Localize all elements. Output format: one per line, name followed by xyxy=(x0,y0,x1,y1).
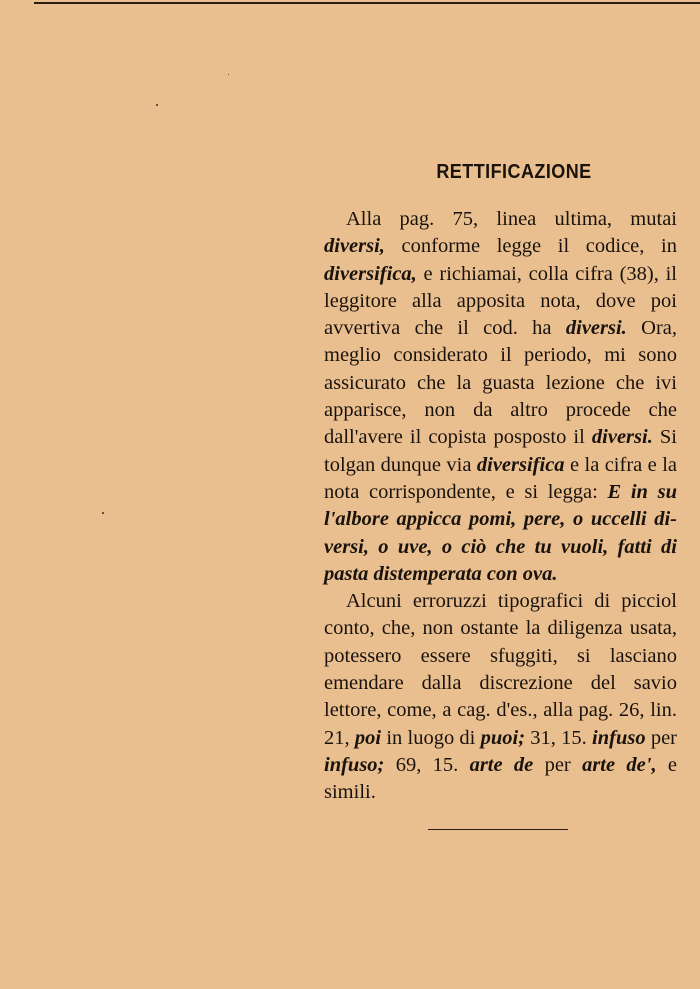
italic-word: infuso xyxy=(592,726,646,749)
italic-word: diversifica xyxy=(476,453,565,476)
italic-word: diversifica, xyxy=(324,262,417,285)
italic-word: puoi; xyxy=(480,726,526,749)
text-column xyxy=(324,158,677,830)
italic-word: arte de', xyxy=(582,753,657,776)
top-rule xyxy=(34,2,700,4)
end-rule xyxy=(428,829,568,830)
italic-word: diversi. xyxy=(591,426,653,449)
page-title: RETTIFICAZIONE xyxy=(436,161,592,183)
italic-word: arte de xyxy=(469,753,534,776)
italic-word: diversi. xyxy=(565,317,627,340)
italic-word: poi xyxy=(354,726,382,749)
italic-word: E in su l'albore appicca pomi, pere, o uccelli diversi, o uve, o ciò che tu vuoli, fatti di pasta distemperata con ova. xyxy=(324,480,677,585)
italic-word: diversi, xyxy=(324,235,385,258)
paragraph-errata: Alcuni erroruzzi tipografici di picciol conto, che, non ostante la diligenza usata, potessero essere sfuggiti, si lasciano emendare dalla discrezione del savio lettore, come, a cag. d'es., alla pag. 26, lin. 21, poi in luogo di puoi; 31, 15. infuso per infuso; 69, 15. arte de per arte de', e simili. xyxy=(324,590,678,804)
paper-speck xyxy=(228,74,229,75)
italic-word: infuso; xyxy=(324,753,385,776)
paragraph-correction: Alla pag. 75, linea ultima, mutai diversi, conforme legge il codice, in diversifica, e richiamai, colla cifra (38), il leggitore alla apposita nota, dove poi avvertiva che il cod. ha diversi. Ora, meglio considerato il periodo, mi sono assicurato che la guasta lezione che ivi apparisce, non da altro procede che dall'avere il copista posposto il diversi. Si tolgan dunque via diversifica e la cifra e la nota corrispondente, e si legga: E in su l'albore appicca pomi, pere, o uccelli diversi, o uve, o ciò che tu vuoli, fatti di pasta distemperata con ova. xyxy=(324,208,677,585)
paper-speck xyxy=(156,104,158,106)
paper-speck xyxy=(102,512,104,514)
